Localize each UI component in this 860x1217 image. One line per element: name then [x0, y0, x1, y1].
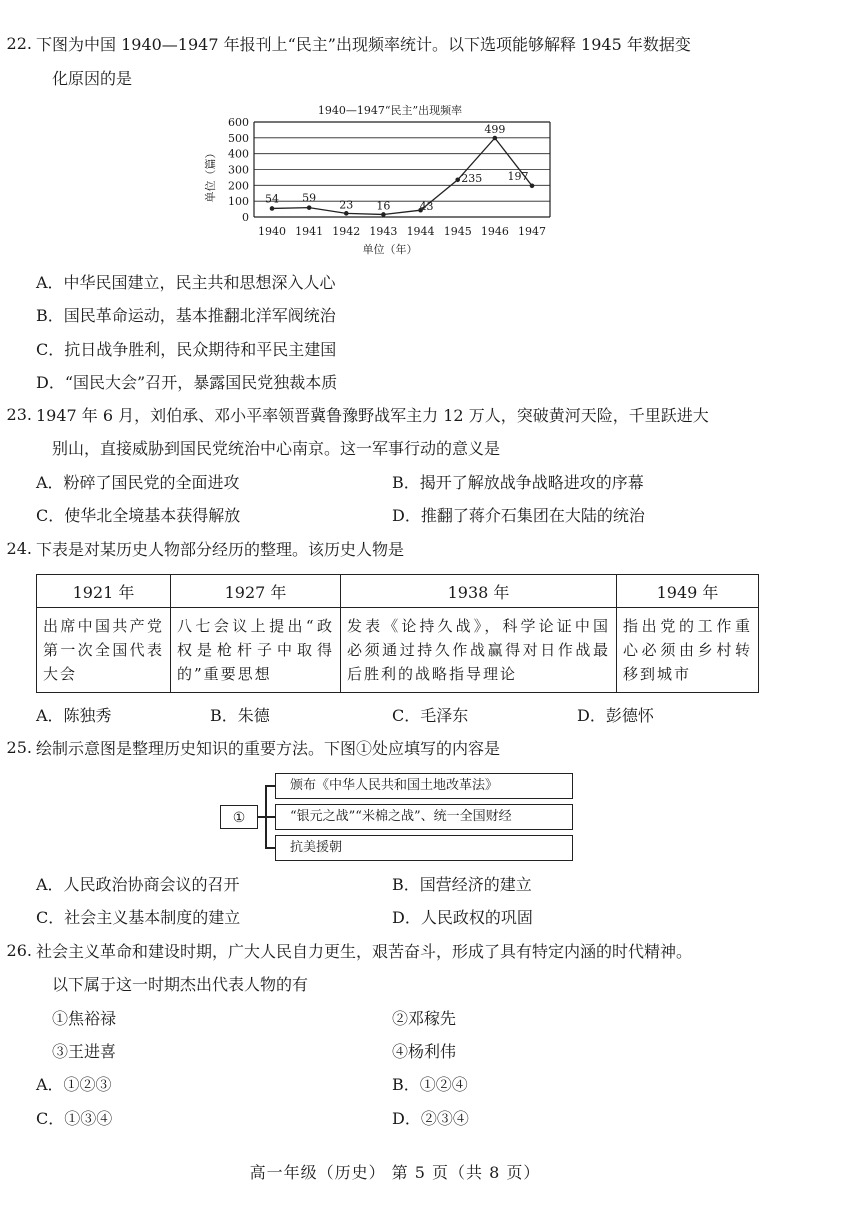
x-tick-label: 1944 [406, 225, 435, 238]
table-cell: 八七会议上提出“政权是枪杆子中取得的”重要思想 [171, 608, 341, 693]
option-d[interactable]: D．推翻了蒋介石集团在大陆的统治 [392, 506, 645, 525]
option-b[interactable]: B．国营经济的建立 [392, 875, 532, 894]
data-point [381, 212, 386, 217]
question-stem: 化原因的是 [52, 69, 133, 88]
diagram-connector [265, 816, 275, 818]
question-number: 23. [6, 405, 32, 424]
list-item: ①焦裕禄 [52, 1009, 117, 1028]
x-tick-label: 1942 [332, 225, 361, 238]
list-item: ④杨利伟 [392, 1042, 457, 1061]
history-table [36, 574, 759, 693]
data-point [307, 205, 312, 210]
table-cell: 发表《论持久战》，科学论证中国必须通过持久作战赢得对日作战最后胜利的战略指导理论 [341, 608, 617, 693]
question-stem: 下图为中国 1940—1947 年报刊上“民主”出现频率统计。以下选项能够解释 1945 年数据变 [36, 35, 691, 54]
x-tick-label: 1940 [258, 225, 286, 238]
option-a[interactable]: A．人民政治协商会议的召开 [36, 875, 240, 894]
x-tick-label: 1941 [295, 225, 324, 238]
data-labels [265, 123, 529, 213]
y-tick-label: 200 [228, 179, 249, 193]
option-b[interactable]: B．①②④ [392, 1075, 468, 1094]
page-footer: 高一年级（历史） 第 5 页（共 8 页） [249, 1163, 541, 1182]
chart-title: 1940—1947“民主”出现频率 [317, 104, 463, 117]
data-label: 197 [507, 169, 529, 183]
question-stem: 以下属于这一时期杰出代表人物的有 [52, 975, 309, 994]
data-label: 43 [419, 200, 434, 214]
diagram-item: 抗美援朝 [275, 835, 573, 861]
data-point [493, 136, 498, 141]
question-stem: 绘制示意图是整理历史知识的重要方法。下图①处应填写的内容是 [36, 739, 501, 758]
line-chart [200, 100, 560, 260]
x-tick-labels [258, 225, 546, 238]
data-point [530, 184, 535, 189]
table-cell: 出席中国共产党第一次全国代表大会 [37, 608, 171, 693]
option-c[interactable]: C．①③④ [36, 1109, 113, 1128]
option-d[interactable]: D．彭德怀 [577, 706, 654, 725]
option-b[interactable]: B．揭开了解放战争战略进攻的序幕 [392, 473, 644, 492]
x-tick-label: 1946 [480, 225, 509, 238]
table-header: 1927 年 [171, 575, 341, 608]
option-c[interactable]: C．使华北全境基本获得解放 [36, 506, 241, 525]
x-tick-label: 1943 [369, 225, 398, 238]
table-header: 1949 年 [617, 575, 759, 608]
table-header: 1921 年 [37, 575, 171, 608]
y-tick-label: 600 [228, 116, 249, 129]
option-d[interactable]: D．“国民大会”召开，暴露国民党独裁本质 [36, 373, 338, 392]
x-axis-label: 单位（年） [362, 243, 418, 256]
option-c[interactable]: C．社会主义基本制度的建立 [36, 908, 241, 927]
question-number: 22. [6, 34, 32, 53]
diagram-root-box: ① [220, 805, 258, 829]
question-number: 26. [6, 941, 32, 960]
y-tick-label: 500 [228, 131, 249, 145]
y-axis-label: 单位（篇） [204, 147, 217, 203]
option-c[interactable]: C．毛泽东 [392, 706, 469, 725]
data-point [270, 206, 275, 211]
y-tick-labels [228, 116, 249, 224]
data-label: 23 [339, 198, 354, 212]
data-point [344, 211, 349, 216]
table-header: 1938 年 [341, 575, 617, 608]
y-tick-label: 400 [228, 147, 249, 161]
question-stem: 下表是对某历史人物部分经历的整理。该历史人物是 [36, 540, 405, 559]
question-number: 24. [6, 539, 32, 558]
option-b[interactable]: B．朱德 [210, 706, 270, 725]
diagram-connector [265, 785, 275, 787]
option-b[interactable]: B．国民革命运动，基本推翻北洋军阀统治 [36, 306, 336, 325]
y-tick-label: 300 [228, 163, 249, 177]
option-d[interactable]: D．人民政权的巩固 [392, 908, 533, 927]
data-point [455, 177, 460, 182]
data-label: 235 [461, 171, 483, 185]
diagram-item: “银元之战”“米棉之战”、统一全国财经 [275, 804, 573, 830]
diagram-connector [265, 847, 275, 849]
question-stem: 1947 年 6 月，刘伯承、邓小平率领晋冀鲁豫野战军主力 12 万人，突破黄河天险，千里跃进大 [36, 406, 709, 425]
chart-grid [254, 122, 550, 217]
option-a[interactable]: A．陈独秀 [36, 706, 112, 725]
data-label: 16 [376, 199, 391, 213]
y-tick-label: 100 [228, 195, 249, 209]
list-item: ③王进喜 [52, 1042, 117, 1061]
x-tick-label: 1945 [443, 225, 472, 238]
question-stem: 别山，直接威胁到国民党统治中心南京。这一军事行动的意义是 [52, 439, 501, 458]
list-item: ②邓稼先 [392, 1009, 457, 1028]
question-stem: 社会主义革命和建设时期，广大人民自力更生，艰苦奋斗，形成了具有特定内涵的时代精神。 [36, 942, 693, 961]
data-label: 59 [302, 191, 317, 205]
data-label: 499 [484, 122, 506, 136]
option-d[interactable]: D．②③④ [392, 1109, 469, 1128]
y-tick-label: 0 [242, 211, 249, 224]
x-tick-label: 1947 [518, 225, 546, 238]
option-a[interactable]: A．①②③ [36, 1075, 112, 1094]
option-c[interactable]: C．抗日战争胜利，民众期待和平民主建国 [36, 340, 337, 359]
question-number: 25. [6, 738, 32, 757]
option-a[interactable]: A．中华民国建立，民主共和思想深入人心 [36, 273, 336, 292]
diagram-item: 颁布《中华人民共和国土地改革法》 [275, 773, 573, 799]
data-label: 54 [265, 192, 279, 206]
option-a[interactable]: A．粉碎了国民党的全面进攻 [36, 473, 240, 492]
table-cell: 指出党的工作重心必须由乡村转移到城市 [617, 608, 759, 693]
